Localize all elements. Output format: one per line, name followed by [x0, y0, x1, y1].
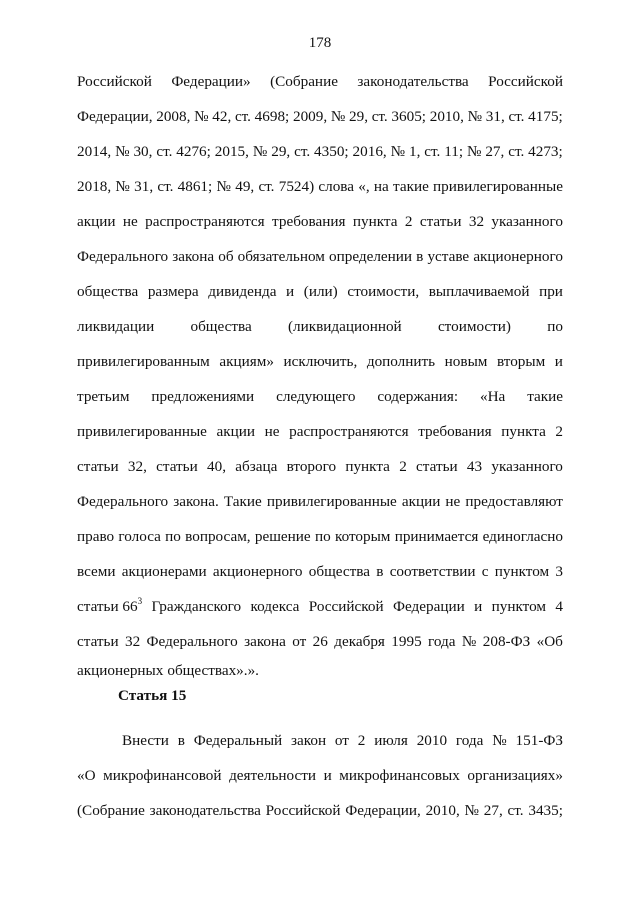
word: указанного — [491, 458, 563, 475]
word: и — [323, 767, 332, 784]
word: третьим — [77, 388, 130, 405]
word: ст. — [507, 802, 524, 819]
word: предложениями — [151, 388, 255, 405]
word: (Собрание — [270, 73, 338, 90]
word: 3 — [555, 563, 563, 580]
word: закон — [291, 732, 327, 749]
word: единогласно — [482, 528, 563, 545]
word: акции — [401, 493, 441, 510]
word: 1995 — [391, 633, 422, 650]
word: в — [177, 732, 185, 749]
word: статьи — [416, 458, 458, 475]
word: № — [194, 108, 209, 125]
word: исключить, — [283, 353, 358, 370]
word: акционерного — [473, 248, 563, 265]
word: предоставляют — [465, 493, 563, 510]
text-line — [77, 72, 563, 92]
word: 2015, — [214, 143, 249, 160]
word: об — [218, 248, 234, 265]
word: 208-ФЗ — [482, 633, 531, 650]
word: кодекса — [250, 598, 300, 615]
word: акции — [77, 213, 116, 230]
word: решение — [254, 528, 311, 545]
word: 30, — [133, 143, 153, 160]
word: соответствии — [389, 563, 476, 580]
word: 4 — [555, 598, 563, 615]
word: ст. — [424, 143, 441, 160]
word: 29, — [271, 143, 291, 160]
word: № — [330, 108, 346, 125]
word: при — [539, 283, 563, 300]
word: 49, — [235, 178, 255, 195]
word: Внести — [122, 732, 169, 749]
text-line — [77, 247, 563, 267]
word: (или) — [303, 283, 338, 300]
word: общества — [190, 318, 252, 335]
word: привилегированные — [433, 178, 563, 195]
word: Российской — [77, 73, 152, 90]
word: второго — [286, 458, 337, 475]
word: № — [252, 143, 268, 160]
text-line — [77, 422, 563, 442]
text-line — [77, 457, 563, 477]
word: слова — [318, 178, 355, 195]
text-line — [122, 731, 563, 751]
text-line — [77, 492, 563, 512]
word: не — [122, 213, 138, 230]
word: года — [428, 633, 456, 650]
word: № — [467, 108, 483, 125]
word: (Собрание — [77, 802, 145, 819]
word: 4175; — [528, 108, 563, 125]
word: право — [77, 528, 115, 545]
word: Российской — [308, 598, 384, 615]
word: указанного — [491, 213, 563, 230]
text-line — [77, 352, 563, 372]
word: содержания: — [377, 388, 459, 405]
word: акционерами — [121, 563, 207, 580]
word: по — [547, 318, 563, 335]
text-line — [77, 282, 563, 302]
word: микрофинансовой — [103, 767, 222, 784]
word: декабря — [334, 633, 385, 650]
word: 2 — [555, 423, 563, 440]
word: 1, — [408, 143, 421, 160]
word: закона. — [173, 493, 219, 510]
word: всеми — [77, 563, 116, 580]
word: Российской — [265, 802, 341, 819]
word: такие — [393, 178, 429, 195]
word: 2010, — [425, 802, 460, 819]
text-line — [77, 142, 563, 162]
word: 4276; — [176, 143, 211, 160]
text-line-with-superscript — [77, 597, 563, 617]
word: 42, — [212, 108, 232, 125]
text-line — [77, 527, 563, 547]
word: с — [481, 563, 489, 580]
word: «, — [358, 178, 370, 195]
word: от — [334, 732, 349, 749]
word: по — [165, 528, 181, 545]
word: 2 — [404, 213, 413, 230]
text-line — [77, 801, 563, 821]
word: дополнить — [366, 353, 436, 370]
word: такие — [527, 388, 563, 405]
word: № — [115, 178, 130, 195]
text-line — [77, 107, 563, 127]
word: 2010, — [429, 108, 464, 125]
word: 31, — [485, 108, 505, 125]
word: привилегированные — [266, 493, 397, 510]
word: 3435; — [528, 802, 563, 819]
word: микрофинансовых — [339, 767, 460, 784]
word: 2008, — [156, 108, 191, 125]
word: ст. — [294, 143, 311, 160]
word: акционерных — [77, 662, 164, 679]
word: 11; — [444, 143, 464, 160]
word: новым — [444, 353, 488, 370]
word: стоимости) — [437, 318, 511, 335]
word: 2010 — [416, 732, 448, 749]
word: 2018, — [77, 178, 112, 195]
word: № — [461, 633, 477, 650]
word: и — [474, 598, 483, 615]
word: выплачиваемой — [428, 283, 530, 300]
word: общества — [77, 283, 139, 300]
word: ст. — [371, 108, 388, 125]
word: пунктом — [494, 563, 550, 580]
word: статьи — [77, 633, 119, 650]
word: Федерального — [146, 633, 238, 650]
word: Федерации, — [345, 802, 421, 819]
word: обязательном — [237, 248, 325, 265]
word: № — [115, 143, 130, 160]
word: Федерации — [393, 598, 465, 615]
word: 27, — [483, 802, 503, 819]
word: требования — [272, 213, 346, 230]
word: 2014, — [77, 143, 112, 160]
word: размера — [147, 283, 199, 300]
word: акционерного — [212, 563, 303, 580]
word: пунктом — [491, 598, 547, 615]
word: акции — [216, 423, 256, 440]
word: № — [216, 178, 231, 195]
word: и — [554, 353, 563, 370]
word: (ликвидационной — [287, 318, 402, 335]
word: которым — [334, 528, 391, 545]
word: 4698; — [254, 108, 290, 125]
word: 29, — [349, 108, 368, 125]
text-line — [77, 177, 563, 197]
text-line — [77, 317, 563, 337]
word: акциям» — [219, 353, 274, 370]
word: статьи — [419, 213, 462, 230]
word: закона — [172, 248, 215, 265]
word: по — [314, 528, 331, 545]
word: требования — [418, 423, 492, 440]
word: пункта — [501, 423, 546, 440]
word: привилегированные — [77, 423, 207, 440]
word: ст. — [258, 178, 275, 195]
word: № — [390, 143, 406, 160]
word: ликвидации — [77, 318, 155, 335]
word: статьи — [77, 458, 119, 475]
word: ст. — [234, 108, 251, 125]
word: 40, — [207, 458, 226, 475]
word: распространяются — [289, 423, 409, 440]
word: статьи — [156, 458, 198, 475]
word: 31, — [134, 178, 154, 195]
superscript: 3 — [137, 596, 143, 606]
word: № — [464, 802, 480, 819]
word: года — [455, 732, 484, 749]
word: абзаца — [235, 458, 278, 475]
word: деятельности — [229, 767, 317, 784]
text-line — [77, 766, 563, 786]
word: распространяются — [145, 213, 265, 230]
word: ст. — [157, 178, 174, 195]
word: дивиденда — [208, 283, 277, 300]
word: Федерации, — [77, 108, 153, 125]
word: Федеральный — [193, 732, 283, 749]
word: в — [416, 248, 424, 265]
word: № — [466, 143, 482, 160]
word: Гражданского — [151, 598, 242, 615]
word: 151-ФЗ — [515, 732, 563, 749]
word: 4273; — [528, 143, 563, 160]
word: не — [445, 493, 461, 510]
word: пункта — [345, 458, 390, 475]
word: Такие — [223, 493, 262, 510]
word: общества — [308, 563, 371, 580]
word: 27, — [485, 143, 505, 160]
text-line — [77, 632, 563, 652]
text-line — [77, 661, 563, 681]
word: привилегированным — [77, 353, 210, 370]
word: определении — [329, 248, 413, 265]
text-line — [77, 212, 563, 232]
word: «О — [77, 767, 96, 784]
word: принимается — [394, 528, 479, 545]
word: «На — [479, 388, 506, 405]
word: и — [286, 283, 295, 300]
word: 4350; — [314, 143, 349, 160]
word: ст. — [156, 143, 173, 160]
word: 32, — [127, 458, 147, 475]
word: обществах».». — [167, 662, 259, 679]
word: пункта — [352, 213, 398, 230]
text-segment: статьи $66^3$ — [77, 596, 143, 615]
word: 43 — [466, 458, 483, 475]
word: следующего — [276, 388, 356, 405]
text-line — [77, 562, 563, 582]
word: 2 — [357, 732, 366, 749]
word: организациях» — [467, 767, 563, 784]
page-number: 178 — [308, 35, 332, 51]
word: 4861; — [177, 178, 213, 195]
word: Российской — [488, 73, 563, 90]
word: июля — [374, 732, 408, 749]
word: в — [376, 563, 384, 580]
word: уставе — [427, 248, 470, 265]
word: ст. — [508, 108, 525, 125]
text-line — [77, 387, 563, 407]
word: законодательства — [357, 73, 469, 90]
word: Федерального — [77, 493, 169, 510]
word: Федерации» — [171, 73, 251, 90]
word: вопросам, — [185, 528, 251, 545]
word: голоса — [118, 528, 161, 545]
word: 2016, — [352, 143, 387, 160]
word: на — [373, 178, 389, 195]
word: закона — [244, 633, 286, 650]
word: 7524) — [278, 178, 315, 195]
word: от — [292, 633, 307, 650]
word: законодательства — [149, 802, 261, 819]
word: ст. — [508, 143, 525, 160]
word: не — [264, 423, 280, 440]
word: вторым — [496, 353, 546, 370]
word: 2009, — [292, 108, 328, 125]
word: 2 — [399, 458, 407, 475]
word: № — [492, 732, 507, 749]
word: «Об — [536, 633, 563, 650]
word: 32 — [468, 213, 485, 230]
article-heading: Статья 15 — [118, 687, 187, 704]
word: стоимости, — [347, 283, 420, 300]
word: 26 — [312, 633, 328, 650]
word: 32 — [124, 633, 141, 650]
word: 3605; — [391, 108, 427, 125]
word: Федерального — [77, 248, 169, 265]
